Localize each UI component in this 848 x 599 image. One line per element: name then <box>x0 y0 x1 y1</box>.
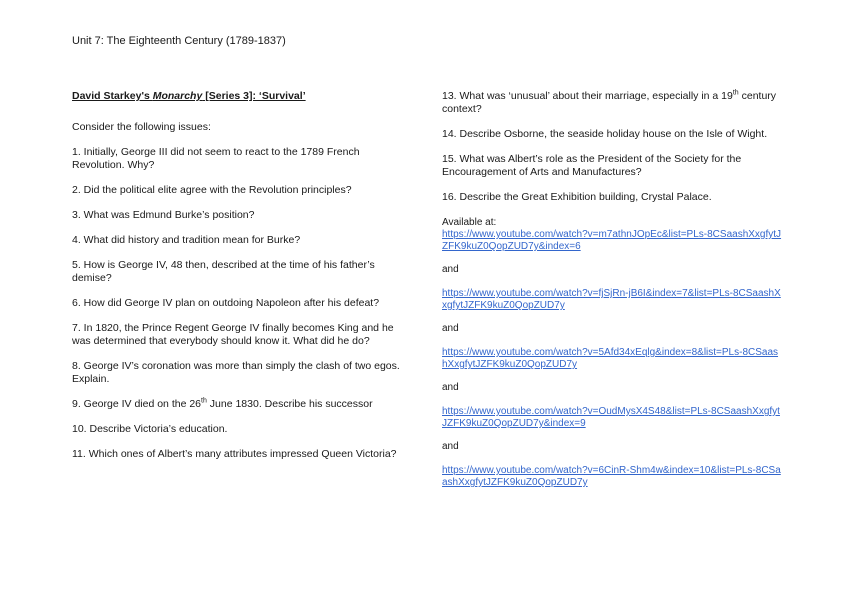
video-link-1[interactable]: https://www.youtube.com/watch?v=m7athnJOpEc&list=PLs-8CSaashXxgfytJZFK9kuZ0QopZUD7y&index=6 <box>442 229 782 252</box>
page-header: Unit 7: The Eighteenth Century (1789-1837) <box>72 35 286 47</box>
question-15: 15. What was Albert’s role as the President of the Society for the Encouragement of Arts and Manufactures? <box>442 153 742 178</box>
title-suffix: [Series 3]: ‘Survival’ <box>202 90 306 102</box>
question-9 <box>72 398 412 411</box>
q9-before: 9. George IV died on the 26 <box>72 398 202 410</box>
video-link-4[interactable]: https://www.youtube.com/watch?v=OudMysX4S48&list=PLs-8CSaashXxgfytJZFK9kuZ0QopZUD7y&index=9 <box>442 406 780 429</box>
and-separator: and <box>442 382 459 393</box>
question-3: 3. What was Edmund Burke’s position? <box>72 209 255 221</box>
question-7: 7. In 1820, the Prince Regent George IV finally becomes King and he was determined that everybody should know it. What did he do? <box>72 322 394 347</box>
question-4: 4. What did history and tradition mean for Burke? <box>72 234 301 246</box>
question-2: 2. Did the political elite agree with the Revolution principles? <box>72 184 352 196</box>
right-column <box>442 90 782 489</box>
q13-before: 13. What was ‘unusual’ about their marriage, especially in a 19 <box>442 90 733 102</box>
question-13 <box>442 90 782 116</box>
and-separator: and <box>442 323 459 334</box>
q13-after: century context? <box>442 90 777 115</box>
question-1: 1. Initially, George III did not seem to react to the 1789 French Revolution. Why? <box>72 146 360 171</box>
question-10: 10. Describe Victoria’s education. <box>72 423 228 435</box>
title-prefix: David Starkey's <box>72 90 153 102</box>
title-italic: Monarchy <box>152 90 203 102</box>
video-link-2[interactable]: https://www.youtube.com/watch?v=fjSjRn-jB6I&index=7&list=PLs-8CSaashXxgfytJZFK9kuZ0QopZUD7y <box>442 288 781 311</box>
question-8: 8. George IV’s coronation was more than simply the clash of two egos. Explain. <box>72 360 400 385</box>
available-at-label: Available at: <box>442 217 497 228</box>
q9-sup: th <box>201 397 207 405</box>
question-6: 6. How did George IV plan on outdoing Napoleon after his defeat? <box>72 297 380 309</box>
question-5: 5. How is George IV, 48 then, described at the time of his father’s demise? <box>72 259 375 284</box>
question-11: 11. Which ones of Albert’s many attributes impressed Queen Victoria? <box>72 448 397 460</box>
intro-text: Consider the following issues: <box>72 121 211 133</box>
question-16: 16. Describe the Great Exhibition building, Crystal Palace. <box>442 191 712 203</box>
document-title <box>72 90 412 103</box>
question-14: 14. Describe Osborne, the seaside holiday house on the Isle of Wight. <box>442 128 768 140</box>
video-link-3[interactable]: https://www.youtube.com/watch?v=5Afd34xEqlg&index=8&list=PLs-8CSaashXxgfytJZFK9kuZ0QopZUD7y <box>442 347 779 370</box>
video-link-5[interactable]: https://www.youtube.com/watch?v=6CinR-Shm4w&index=10&list=PLs-8CSaashXxgfytJZFK9kuZ0QopZUD7y <box>442 465 781 488</box>
left-column <box>72 90 412 473</box>
q9-after: June 1830. Describe his successor <box>206 398 373 410</box>
and-separator: and <box>442 441 459 452</box>
and-separator: and <box>442 264 459 275</box>
q13-sup: th <box>732 89 739 97</box>
